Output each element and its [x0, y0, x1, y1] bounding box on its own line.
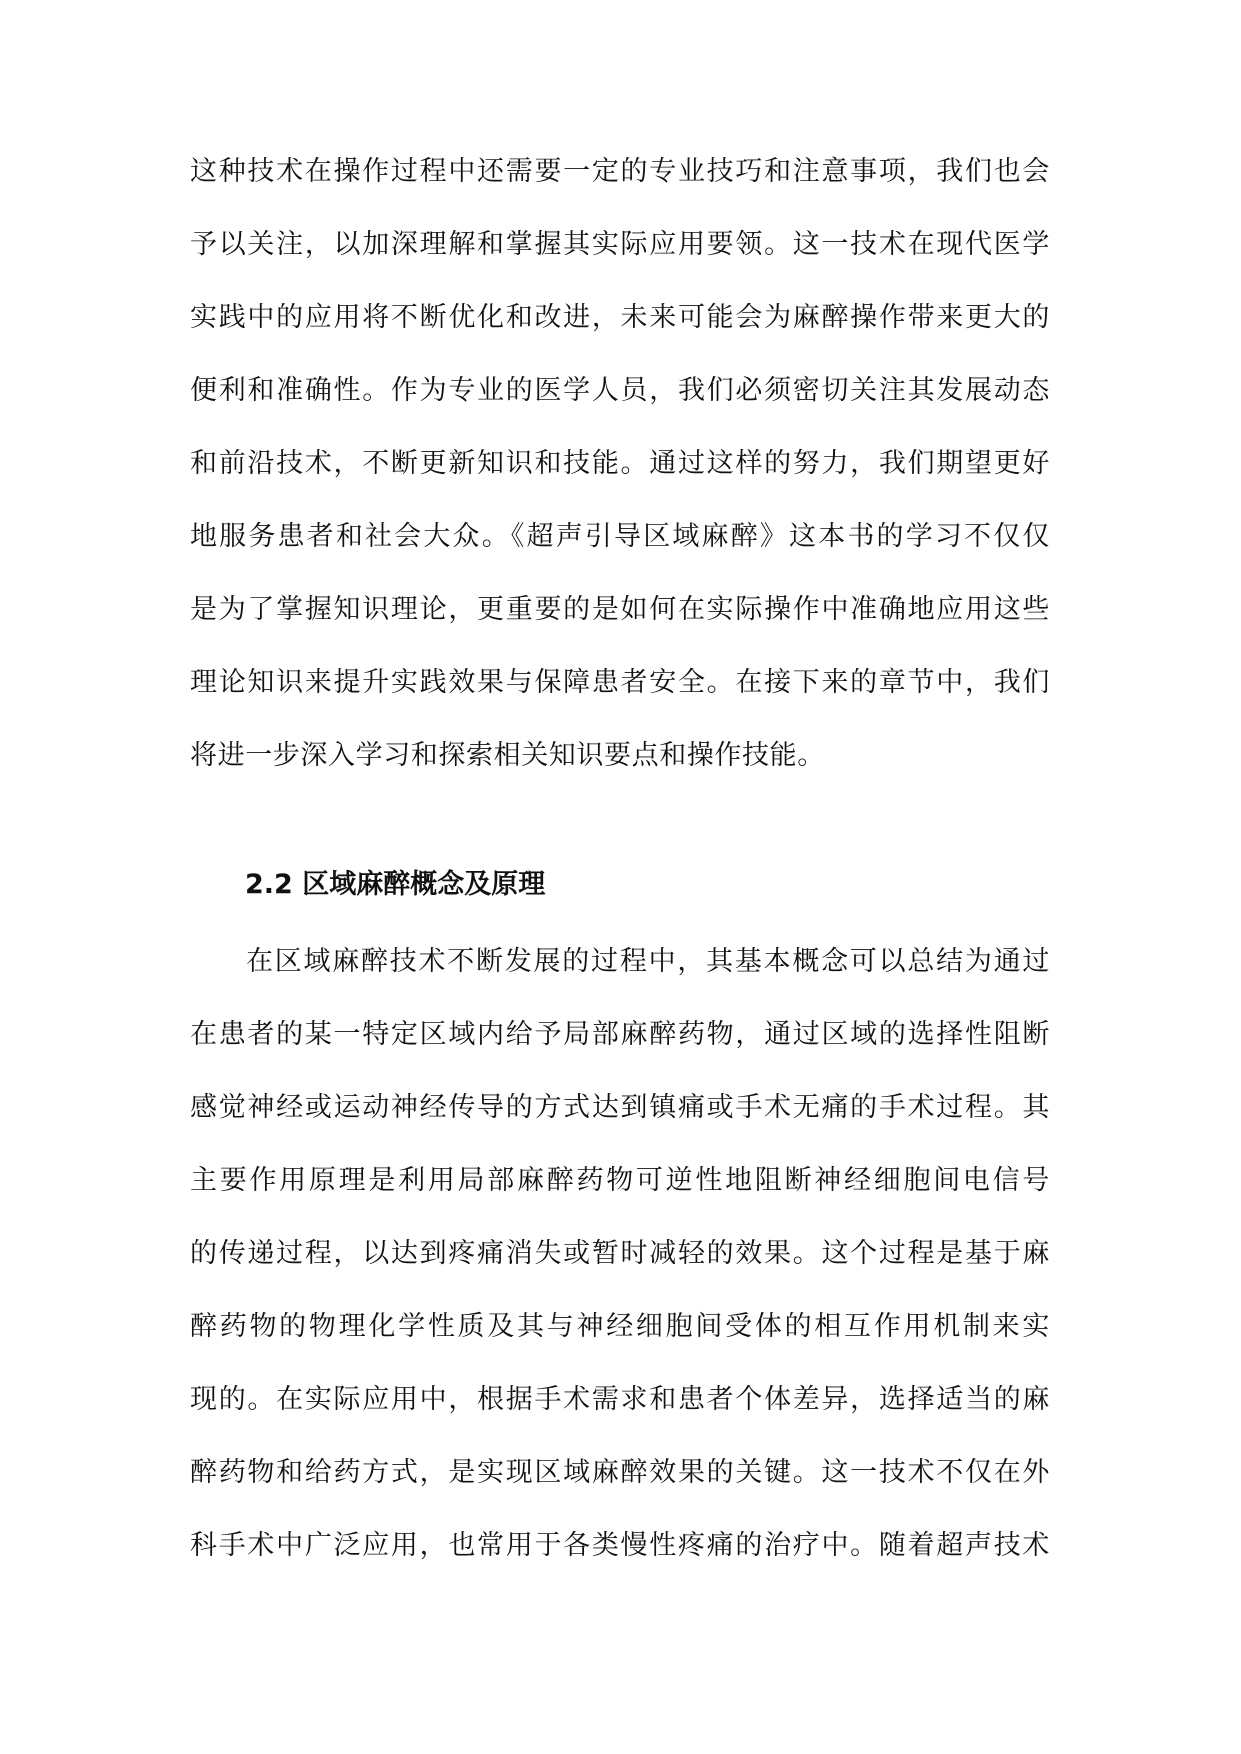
paragraph-line: 予以关注，以加深理解和掌握其实际应用要领。这一技术在现代医学	[190, 229, 1050, 260]
paragraph-line: 醉药物和给药方式，是实现区域麻醉效果的关键。这一技术不仅在外	[190, 1457, 1050, 1488]
paragraph-line: 感觉神经或运动神经传导的方式达到镇痛或手术无痛的手术过程。其	[190, 1092, 1050, 1123]
body-paragraph-1	[190, 135, 1050, 792]
paragraph-line: 这种技术在操作过程中还需要一定的专业技巧和注意事项，我们也会	[190, 156, 1050, 187]
paragraph-line: 便利和准确性。作为专业的医学人员，我们必须密切关注其发展动态	[190, 375, 1050, 406]
paragraph-line: 是为了掌握知识理论，更重要的是如何在实际操作中准确地应用这些	[190, 594, 1050, 625]
paragraph-line: 实践中的应用将不断优化和改进，未来可能会为麻醉操作带来更大的	[190, 302, 1050, 333]
section-heading: 2.2 区域麻醉概念及原理	[245, 869, 546, 900]
paragraph-line: 现的。在实际应用中，根据手术需求和患者个体差异，选择适当的麻	[190, 1384, 1050, 1415]
paragraph-line: 的传递过程，以达到疼痛消失或暂时减轻的效果。这个过程是基于麻	[190, 1238, 1050, 1269]
paragraph-line: 在患者的某一特定区域内给予局部麻醉药物，通过区域的选择性阻断	[190, 1019, 1050, 1050]
paragraph-line: 科手术中广泛应用，也常用于各类慢性疼痛的治疗中。随着超声技术	[190, 1530, 1050, 1561]
paragraph-line: 醉药物的物理化学性质及其与神经细胞间受体的相互作用机制来实	[190, 1311, 1050, 1342]
paragraph-line: 在区域麻醉技术不断发展的过程中，其基本概念可以总结为通过	[246, 946, 1050, 977]
body-paragraph-2	[190, 925, 1050, 1582]
paragraph-line: 主要作用原理是利用局部麻醉药物可逆性地阻断神经细胞间电信号	[190, 1165, 1050, 1196]
paragraph-line: 理论知识来提升实践效果与保障患者安全。在接下来的章节中，我们	[190, 667, 1050, 698]
paragraph-line: 地服务患者和社会大众。《超声引导区域麻醉》这本书的学习不仅仅	[190, 521, 1050, 552]
paragraph-line: 将进一步深入学习和探索相关知识要点和操作技能。	[190, 740, 825, 771]
paragraph-line: 和前沿技术，不断更新知识和技能。通过这样的努力，我们期望更好	[190, 448, 1050, 479]
